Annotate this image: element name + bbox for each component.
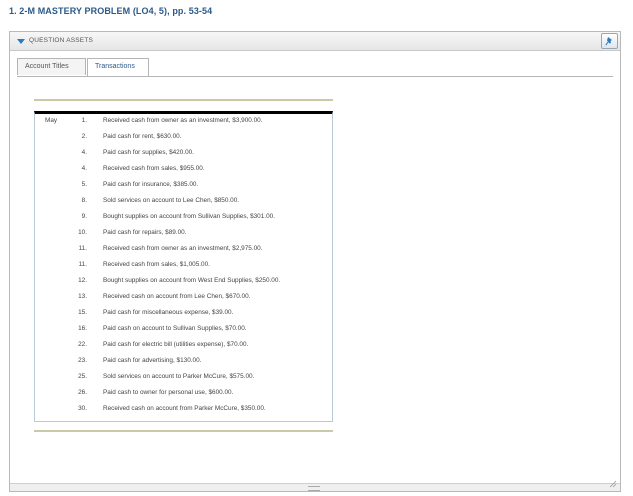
panel-header[interactable]	[10, 32, 620, 51]
table-row	[35, 114, 332, 130]
transaction-description: Received cash from sales, $1,005.00.	[103, 261, 210, 268]
table-row	[35, 210, 332, 226]
transaction-day: 11.	[78, 261, 87, 268]
table-row	[35, 290, 332, 306]
transaction-description: Paid cash for repairs, $89.00.	[103, 229, 187, 236]
transaction-description: Received cash from owner as an investment, $2,975.00.	[103, 245, 263, 252]
problem-title: 1. 2-M MASTERY PROBLEM (LO4, 5), pp. 53-54	[9, 6, 213, 16]
transaction-description: Paid cash for insurance, $385.00.	[103, 181, 199, 188]
transaction-day: 23.	[78, 357, 87, 364]
transaction-day: 11.	[78, 245, 87, 252]
pin-button[interactable]	[601, 33, 618, 49]
table-row	[35, 386, 332, 402]
transaction-description: Sold services on account to Lee Chen, $850.00.	[103, 197, 240, 204]
transaction-day: 5.	[81, 181, 87, 188]
table-row	[35, 130, 332, 146]
collapse-triangle-icon[interactable]	[17, 39, 25, 44]
tab-account-titles[interactable]: Account Titles	[17, 58, 86, 75]
question-assets-panel	[9, 31, 621, 492]
transaction-day: 15.	[78, 309, 87, 316]
transaction-day: 22.	[78, 341, 87, 348]
bottom-rule	[34, 430, 333, 432]
resize-grip-icon[interactable]	[609, 480, 617, 488]
transaction-description: Paid cash for advertising, $130.00.	[103, 357, 202, 364]
table-row	[35, 194, 332, 210]
table-row	[35, 338, 332, 354]
tab-transactions[interactable]: Transactions	[87, 58, 149, 77]
transaction-day: 10.	[78, 229, 87, 236]
transaction-description: Paid cash for supplies, $420.00.	[103, 149, 194, 156]
transaction-day: 13.	[78, 293, 87, 300]
table-row	[35, 258, 332, 274]
transaction-day: 26.	[78, 389, 87, 396]
transaction-description: Paid cash for rent, $630.00.	[103, 133, 182, 140]
table-row	[35, 146, 332, 162]
table-row	[35, 354, 332, 370]
table-row	[35, 306, 332, 322]
top-rule	[34, 99, 333, 101]
transaction-day: 16.	[78, 325, 87, 332]
table-row	[35, 162, 332, 178]
table-row	[35, 178, 332, 194]
table-row	[35, 402, 332, 418]
transaction-description: Bought supplies on account from Sullivan Supplies, $301.00.	[103, 213, 275, 220]
transaction-day: 30.	[78, 405, 87, 412]
transaction-description: Paid cash for electric bill (utilities expense), $70.00.	[103, 341, 249, 348]
panel-header-label: QUESTION ASSETS	[29, 37, 94, 44]
table-row	[35, 242, 332, 258]
table-row	[35, 274, 332, 290]
transaction-day: 12.	[78, 277, 87, 284]
panel-bottom-bar	[10, 483, 620, 491]
transaction-day: 4.	[81, 149, 87, 156]
transaction-description: Paid cash to owner for personal use, $600.00.	[103, 389, 234, 396]
transaction-day: 2.	[81, 133, 87, 140]
table-row	[35, 226, 332, 242]
transaction-day: 9.	[81, 213, 87, 220]
table-row	[35, 322, 332, 338]
transaction-description: Received cash from owner as an investment, $3,900.00.	[103, 117, 263, 124]
drag-handle-icon[interactable]	[308, 486, 320, 491]
transaction-day: 25.	[78, 373, 87, 380]
transaction-description: Paid cash on account to Sullivan Supplies, $70.00.	[103, 325, 247, 332]
month-label: May	[45, 117, 58, 124]
transaction-description: Received cash on account from Lee Chen, $670.00.	[103, 293, 251, 300]
transaction-description: Received cash from sales, $955.00.	[103, 165, 205, 172]
transaction-description: Sold services on account to Parker McCure, $575.00.	[103, 373, 255, 380]
transaction-description: Bought supplies on account from West End Supplies, $250.00.	[103, 277, 281, 284]
table-row	[35, 370, 332, 386]
transaction-day: 1.	[81, 117, 87, 124]
transaction-description: Paid cash for miscellaneous expense, $39.00.	[103, 309, 234, 316]
tab-divider	[17, 76, 613, 77]
transactions-table	[34, 111, 333, 422]
transaction-day: 4.	[81, 165, 87, 172]
transaction-description: Received cash on account from Parker McCure, $350.00.	[103, 405, 266, 412]
transaction-day: 8.	[81, 197, 87, 204]
pin-icon	[605, 36, 614, 46]
